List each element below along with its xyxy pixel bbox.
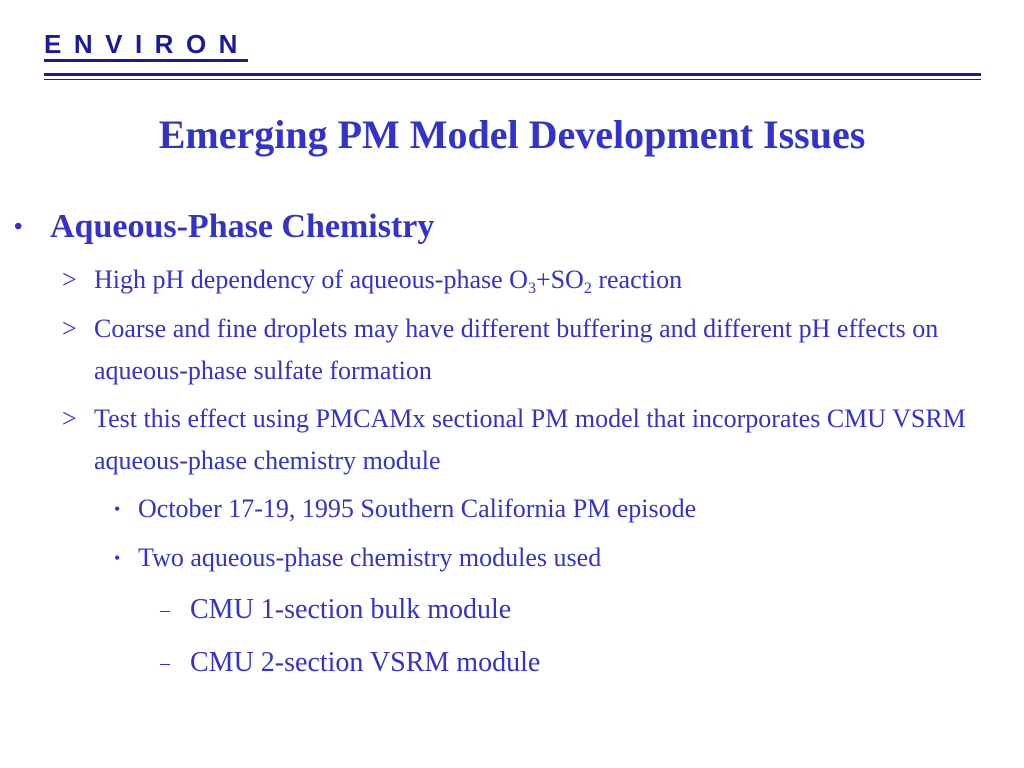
third-item-1-text: October 17-19, 1995 Southern California PM episode [138,494,697,523]
main-bullet-text: Aqueous-Phase Chemistry [50,208,435,245]
sub-item-1-text-part: High pH dependency of aqueous-phase O [94,265,528,294]
fourth-item-2-text: CMU 2-section VSRM module [190,647,541,678]
sub-item-1-text [94,259,1014,301]
third-item-2 [114,540,601,576]
sub-item-3-text: Test this effect using PMCAMx sectional PM model that incorporates CMU VSRM aqueous-phase chemistry module [94,404,966,475]
third-item-marker: • [114,499,121,519]
sub-item-marker: > [62,265,77,294]
sub-item-1-text-part: +SO [535,265,584,294]
subscript-3: 3 [527,280,536,297]
sub-item-1-text-part: reaction [591,265,683,294]
main-bullet-item [14,206,434,248]
third-item-2-text: Two aqueous-phase chemistry modules used [138,543,602,572]
third-item-marker: • [114,548,121,568]
fourth-item-marker: – [160,599,170,621]
logo-text: ENVIRON [44,29,250,59]
subscript-2: 2 [583,280,592,297]
slide-title: Emerging PM Model Development Issues [158,112,866,157]
fourth-item-marker: – [160,652,170,674]
sub-item-2 [62,308,1014,392]
sub-item-1 [62,259,1014,301]
main-bullet-marker: • [14,214,23,240]
sub-item-marker: > [62,404,77,433]
fourth-item-2 [160,643,540,683]
sub-item-2-text: Coarse and fine droplets may have different buffering and different pH effects on aqueous-phase sulfate formation [94,314,939,385]
sub-item-marker: > [62,314,77,343]
fourth-item-1-text: CMU 1-section bulk module [190,594,512,625]
sub-item-3 [62,398,1014,482]
third-item-1 [114,491,696,527]
fourth-item-1 [160,590,511,630]
